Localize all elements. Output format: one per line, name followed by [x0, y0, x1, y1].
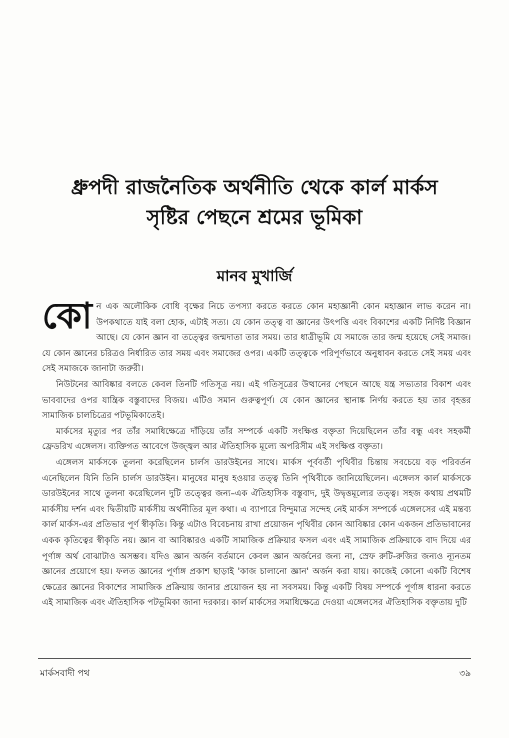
paragraph-2: নিউটনের আবিষ্কার বলতে কেবল তিনটি গতিসূত্র নয়। এই গতিসূত্রের উত্থানের পেছনে আছে যন্ত্র সভ্যতার বিকাশ এবং ভাববাদের ওপর যান্ত্রিক বস্তুবাদের বিজয়। এটিও সমান গুরুত্বপূর্ণ। যে কোন জ্ঞানের স্থানাঙ্ক নির্ণয় করতে হয় তার বৃহত্তর সামাজিক চালচিত্রের পটভূমিকাতেই।	[42, 379, 471, 422]
paragraph-1-text: ন এক অলৌকিক বোধি বৃক্ষের নিচে তপস্যা করতে করতে কোন মহাজ্ঞানী কোন মহাজ্ঞান লাভ করেন না। উপকথাতে যাই বলা হোক, এটাই সত্য। যে কোন তত্ত্ব বা জ্ঞানের উৎপত্তি এবং বিকাশের একটি নির্দিষ্ট বিজ্ঞান আছে। যে কোন জ্ঞান বা তত্ত্বের জন্মদাতা তার সময়। তার ধাত্রীভূমি যে সমাজে তার জন্ম হয়েছে সেই সমাজ। যে কোন জ্ঞানের চরিত্রও নির্ধারিত তার সময় এবং সমাজের ওপর। একটি তত্ত্বকে পরিপূর্ণভাবে অনুধাবন করতে সেই সময় এবং সেই সমাজকে জানাটা জরুরী।	[42, 302, 471, 375]
paragraph-3: মার্কসের মৃত্যুর পর তাঁর সমাধিক্ষেত্রে দাঁড়িয়ে তাঁর সম্পর্কে একটি সংক্ষিপ্ত বক্তৃতা দিয়েছিলেন তাঁর বন্ধু এবং সহকর্মী ফ্রেডরিখ এঙ্গেলস। ব্যক্তিগত আবেগে উজ্জ্বল আর ঐতিহাসিক মূল্যে অপরিসীম এই সংক্ষিপ্ত বক্তৃতা।	[42, 426, 471, 453]
article-title-line-1: ধ্রুপদী রাজনৈতিক অর্থনীতি থেকে কার্ল মার্কস	[71, 175, 438, 199]
article-body	[42, 296, 471, 612]
drop-cap: কো	[42, 296, 93, 337]
article-author: মানব মুখার্জি	[216, 267, 293, 285]
article-title	[28, 172, 481, 232]
article-title-line-2: সৃষ্টির পেছনে শ্রমের ভূমিকা	[146, 205, 363, 229]
paragraph-1	[42, 296, 471, 378]
footer-journal-name: মার্কসবাদী পথ	[40, 669, 90, 679]
page-number: ৩৯	[459, 669, 471, 679]
footer-divider	[38, 658, 471, 659]
paragraph-4: এঙ্গেলস মার্কসকে তুলনা করেছিলেন চার্লস ডারউইনের সাথে। মার্কস পূর্ববর্তী পৃথিবীর চিন্তায় সবচেয়ে বড় পরিবর্তন এনেছিলেন যিনি তিনি চার্লস ডারউইন। মানুষের মানুষ হওয়ার তত্ত্ব তিনি পৃথিবীকে জানিয়েছিলেন। এঙ্গেলস কার্ল মার্কসকে ডারউইনের সাথে তুলনা করেছিলেন দুটি তত্ত্বের জন্য–এক ঐতিহাসিক বস্তুবাদ, দুই উদ্বৃত্তমূল্যের তত্ত্ব। সহজ কথায় প্রথমটি মার্কসীয় দর্শন এবং দ্বিতীয়টি মার্কসীয় অর্থনীতির মূল কথা। এ ব্যাপারে বিন্দুমাত্র সন্দেহ নেই মার্কস সম্পর্কে এঙ্গেলসের এই মন্তব্য কার্ল মার্কস-এর প্রতিভার পূর্ণ স্বীকৃতি। কিন্তু এটাও বিবেচনায় রাখা প্রয়োজন পৃথিবীর কোন আবিষ্কার কোন একজন প্রতিভাবানের একক কৃতিত্বের স্বীকৃতি নয়। জ্ঞান বা আবিষ্কারও একটি সামাজিক প্রক্রিয়ার ফসল এবং এই সামাজিক প্রক্রিয়াকে বাদ দিয়ে এর পূর্ণাঙ্গ অর্থ বোঝাটাও অসম্ভব। যদিও জ্ঞান অর্জন বর্তমানে কেবল জ্ঞান অর্জনের জন্য না, স্রেফ রুটি-রুজির জন্যও ন্যূনতম জ্ঞানের প্রয়োগে হয়। ফলত জ্ঞানের পূর্ণাঙ্গ প্রকাশ ছাড়াই 'কাজ চালানো জ্ঞান' অর্জন করা যায়। কাজেই কোনো একটি বিশেষ ক্ষেত্রের জ্ঞানের বিকাশের সামাজিক প্রক্রিয়ায় জানার প্রয়োজন হয় না সবসময়। কিন্তু একটি বিষয় সম্পর্কে পূর্ণাঙ্গ ধারনা করতে এই সামাজিক এবং ঐতিহাসিক পটভূমিকা জানা দরকার। কার্ল মার্কসের সমাধিক্ষেত্রে দেওয়া এঙ্গেলসের ঐতিহাসিক বক্তৃতায় দুটি	[42, 457, 471, 609]
